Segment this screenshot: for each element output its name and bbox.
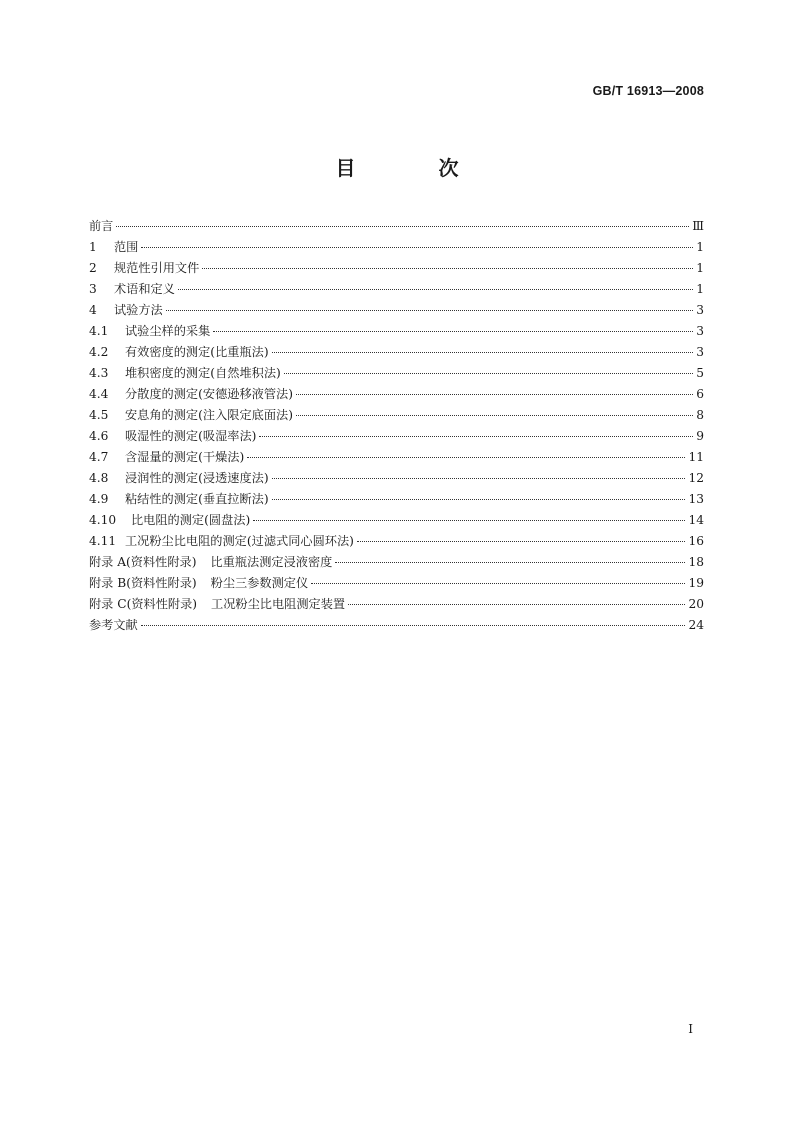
toc-entry-label: [89, 300, 163, 321]
table-of-contents: [89, 216, 704, 636]
toc-entry-number: 4.5: [89, 408, 109, 422]
toc-entry-label: [89, 405, 293, 426]
dot-leader: [213, 330, 693, 332]
toc-entry-page: 3: [696, 345, 704, 359]
toc-entry-label: [89, 342, 269, 363]
toc-entry[interactable]: [89, 405, 704, 426]
toc-entry-text: 工况粉尘比电阻测定装置: [211, 597, 346, 611]
toc-entry[interactable]: [89, 321, 704, 342]
toc-entry[interactable]: [89, 552, 704, 573]
toc-entry-page: 13: [688, 492, 704, 506]
toc-title: 目 次: [335, 156, 497, 180]
toc-entry-label: [89, 573, 308, 594]
dot-leader: [284, 372, 693, 374]
toc-entry-number: 1: [89, 240, 97, 254]
toc-entry-page: 12: [688, 471, 704, 485]
toc-entry-number: 4.11: [89, 534, 117, 548]
toc-entry-page: 9: [696, 429, 704, 443]
toc-entry-number: 4.4: [89, 387, 109, 401]
dot-leader: [272, 498, 686, 500]
dot-leader: [166, 309, 693, 311]
dot-leader: [202, 267, 693, 269]
toc-entry-label: [89, 363, 281, 384]
toc-entry-page: 18: [688, 555, 704, 569]
toc-entry-text: 吸湿性的测定(吸湿率法): [125, 429, 257, 443]
toc-entry-text: 规范性引用文件: [114, 261, 200, 275]
toc-entry-text: 试验方法: [114, 303, 163, 317]
toc-entry-text: 范围: [114, 240, 139, 254]
toc-entry-label: [89, 552, 332, 573]
toc-entry-text: 比电阻的测定(圆盘法): [131, 513, 251, 527]
toc-entry-number: 3: [89, 282, 97, 296]
dot-leader: [178, 288, 693, 290]
toc-entry-text: 术语和定义: [114, 282, 175, 296]
toc-entry-label: [89, 510, 250, 531]
toc-entry-number: 4.3: [89, 366, 109, 380]
toc-entry[interactable]: [89, 426, 704, 447]
toc-entry-number: 4.6: [89, 429, 109, 443]
toc-entry-text: 比重瓶法测定浸液密度: [210, 555, 333, 569]
toc-entry-page: 1: [696, 240, 704, 254]
toc-entry[interactable]: [89, 237, 704, 258]
dot-leader: [311, 582, 685, 584]
toc-entry-number: 4.10: [89, 513, 117, 527]
toc-entry-page: 16: [688, 534, 704, 548]
toc-entry-page: 3: [696, 303, 704, 317]
toc-entry-page: 19: [688, 576, 704, 590]
toc-entry-number: 4.1: [89, 324, 109, 338]
toc-entry[interactable]: [89, 510, 704, 531]
toc-entry[interactable]: [89, 258, 704, 279]
dot-leader: [272, 351, 693, 353]
toc-entry[interactable]: [89, 615, 704, 636]
toc-entry[interactable]: [89, 279, 704, 300]
toc-entry-number: 4.7: [89, 450, 109, 464]
toc-entry-text: 试验尘样的采集: [125, 324, 211, 338]
toc-entry-page: 20: [688, 597, 704, 611]
toc-entry-number: 附录 A(资料性附录): [89, 555, 197, 569]
toc-entry-page: 1: [696, 261, 704, 275]
toc-entry-label: [89, 447, 244, 468]
toc-entry[interactable]: [89, 489, 704, 510]
toc-entry[interactable]: [89, 300, 704, 321]
toc-entry-text: 粉尘三参数测定仪: [210, 576, 309, 590]
toc-entry-page: 24: [688, 618, 704, 632]
dot-leader: [296, 393, 693, 395]
toc-entry-text: 粘结性的测定(垂直拉断法): [125, 492, 269, 506]
dot-leader: [259, 435, 693, 437]
toc-entry-text: 前言: [89, 219, 114, 233]
toc-entry-label: [89, 321, 210, 342]
toc-entry-text: 安息角的测定(注入限定底面法): [125, 408, 293, 422]
toc-entry-text: 浸润性的测定(浸透速度法): [125, 471, 269, 485]
toc-entry-label: [89, 594, 345, 615]
toc-entry-text: 参考文献: [89, 618, 138, 632]
toc-entry-text: 有效密度的测定(比重瓶法): [125, 345, 269, 359]
toc-entry-number: 4.8: [89, 471, 109, 485]
toc-entry-page: 6: [696, 387, 704, 401]
toc-entry-number: 附录 B(资料性附录): [89, 576, 197, 590]
toc-entry[interactable]: [89, 384, 704, 405]
toc-entry-page: 3: [696, 324, 704, 338]
toc-entry-number: 附录 C(资料性附录): [89, 597, 198, 611]
toc-entry-page: 1: [696, 282, 704, 296]
toc-entry-text: 分散度的测定(安德逊移液管法): [125, 387, 293, 401]
toc-entry[interactable]: [89, 342, 704, 363]
toc-entry-text: 含湿量的测定(干燥法): [125, 450, 245, 464]
dot-leader: [141, 246, 693, 248]
standard-number: GB/T 16913—2008: [592, 84, 704, 98]
toc-entry-label: [89, 489, 269, 510]
toc-entry[interactable]: [89, 447, 704, 468]
toc-entry-text: 堆积密度的测定(自然堆积法): [125, 366, 281, 380]
toc-entry-number: 2: [89, 261, 97, 275]
toc-entry[interactable]: [89, 216, 704, 237]
dot-leader: [348, 603, 685, 605]
toc-entry-label: [89, 426, 256, 447]
dot-leader: [296, 414, 693, 416]
toc-entry-number: 4: [89, 303, 97, 317]
toc-entry[interactable]: [89, 363, 704, 384]
toc-entry-label: [89, 237, 138, 258]
toc-entry-label: [89, 258, 199, 279]
toc-entry-page: 8: [696, 408, 704, 422]
toc-entry[interactable]: [89, 594, 704, 615]
dot-leader: [141, 624, 686, 626]
toc-entry-number: 4.2: [89, 345, 109, 359]
toc-entry-text: 工况粉尘比电阻的测定(过滤式同心圆环法): [125, 534, 354, 548]
toc-entry-page: 5: [696, 366, 704, 380]
toc-entry-label: [89, 216, 113, 237]
toc-entry-page: 11: [688, 450, 704, 464]
dot-leader: [247, 456, 685, 458]
dot-leader: [116, 225, 689, 227]
toc-entry-label: [89, 279, 175, 300]
toc-entry-label: [89, 468, 269, 489]
toc-entry-label: [89, 531, 354, 552]
page-number: I: [688, 1022, 693, 1036]
toc-entry[interactable]: [89, 531, 704, 552]
toc-entry-page: Ⅲ: [692, 219, 704, 233]
toc-entry-label: [89, 384, 293, 405]
dot-leader: [253, 519, 685, 521]
toc-entry-label: [89, 615, 138, 636]
dot-leader: [335, 561, 685, 563]
dot-leader: [272, 477, 686, 479]
toc-entry-page: 14: [688, 513, 704, 527]
toc-entry[interactable]: [89, 573, 704, 594]
dot-leader: [357, 540, 686, 542]
toc-entry-number: 4.9: [89, 492, 109, 506]
toc-entry[interactable]: [89, 468, 704, 489]
